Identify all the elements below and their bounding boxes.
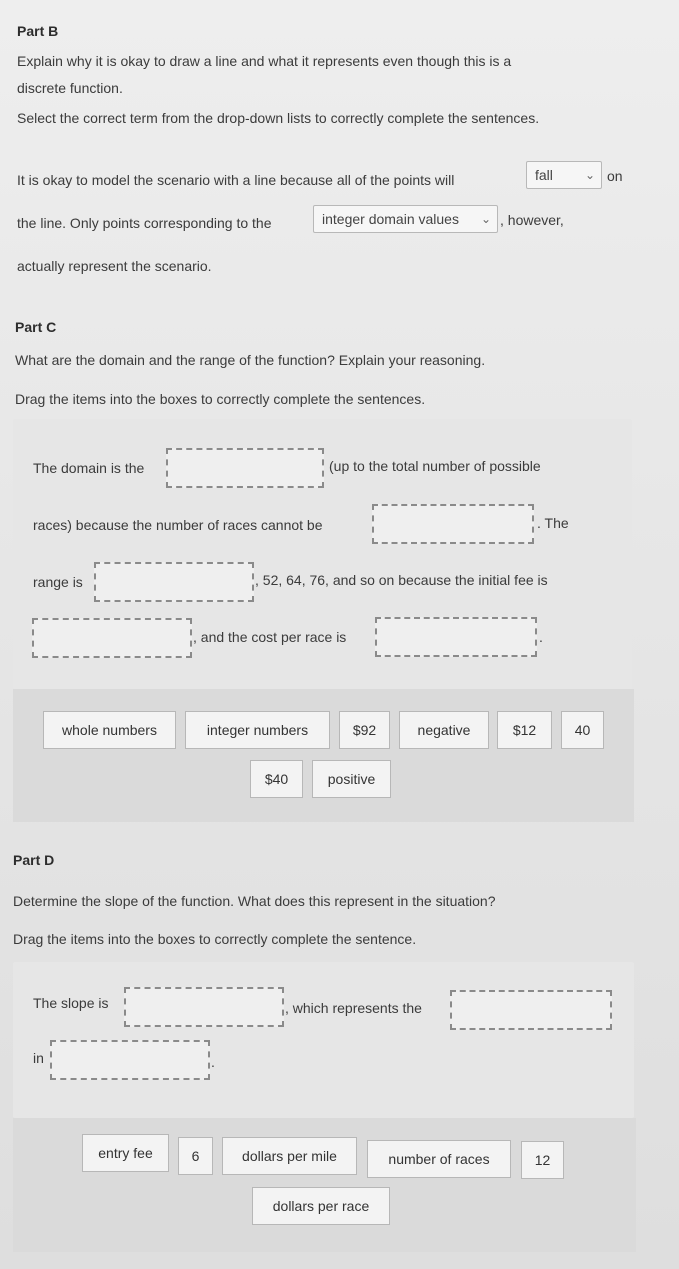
part-c-instruction: Drag the items into the boxes to correctly complete the sentences.	[15, 391, 426, 407]
domain-drop-box[interactable]	[166, 448, 324, 488]
drag-item-dollars-per-mile[interactable]: dollars per mile	[222, 1137, 357, 1175]
part-d-line1-end: , which represents the	[285, 1000, 422, 1016]
chevron-down-icon: ⌄	[480, 212, 491, 226]
part-d-line2-text: in	[33, 1050, 44, 1066]
part-c-line4-text: , and the cost per race is	[193, 629, 347, 645]
part-c-heading: Part C	[15, 319, 57, 335]
part-c-item-bank	[13, 689, 634, 822]
part-d-heading: Part D	[13, 852, 55, 868]
in-drop-box[interactable]	[50, 1040, 210, 1080]
part-b-sentence3-text: actually represent the scenario.	[17, 258, 212, 274]
part-b-sentence2-text: the line. Only points corresponding to the	[17, 215, 272, 231]
initial-fee-drop-box[interactable]	[32, 618, 192, 658]
drag-item-entry-fee[interactable]: entry fee	[82, 1134, 169, 1172]
slope-drop-box[interactable]	[124, 987, 284, 1027]
part-c-line2-end: . The	[537, 515, 569, 531]
domain-values-dropdown[interactable]	[313, 205, 498, 233]
part-b-sentence1-text: It is okay to model the scenario with a line because all of the points will	[17, 172, 455, 188]
drag-item-positive[interactable]: positive	[312, 760, 391, 798]
fall-dropdown[interactable]	[526, 161, 602, 189]
part-d-instruction: Drag the items into the boxes to correctly complete the sentence.	[13, 931, 417, 947]
part-b-instruction: Select the correct term from the drop-down lists to correctly complete the sentences.	[17, 110, 540, 126]
drag-item-92[interactable]: $92	[339, 711, 390, 749]
part-b-heading: Part B	[17, 23, 59, 39]
part-c-line2-text: races) because the number of races cannot be	[33, 517, 323, 533]
part-c-line4-end: .	[539, 629, 543, 645]
drag-item-dollars-per-race[interactable]: dollars per race	[252, 1187, 390, 1225]
drag-item-40[interactable]: 40	[561, 711, 604, 749]
drag-item-number-of-races[interactable]: number of races	[367, 1140, 511, 1178]
drag-item-whole-numbers[interactable]: whole numbers	[43, 711, 176, 749]
part-b-prompt-line1: Explain why it is okay to draw a line and what it represents even though this is a	[17, 53, 512, 69]
part-c-line1-text: The domain is the	[33, 460, 145, 476]
cost-per-race-drop-box[interactable]	[375, 617, 537, 657]
part-d-line1-text: The slope is	[33, 995, 109, 1011]
part-c-line1-end: (up to the total number of possible	[329, 458, 541, 474]
drag-item-6[interactable]: 6	[178, 1137, 213, 1175]
drag-item-integer-numbers[interactable]: integer numbers	[185, 711, 330, 749]
part-b-sentence1-end: on	[607, 168, 623, 184]
range-drop-box[interactable]	[94, 562, 254, 602]
represents-drop-box[interactable]	[450, 990, 612, 1030]
part-b-sentence2-end: , however,	[500, 212, 564, 228]
part-d-question: Determine the slope of the function. What does this represent in the situation?	[13, 893, 496, 909]
chevron-down-icon: ⌄	[584, 168, 595, 182]
part-d-line2-end: .	[211, 1054, 215, 1070]
cannot-be-drop-box[interactable]	[372, 504, 534, 544]
drag-item-12-dollars[interactable]: $12	[497, 711, 552, 749]
drag-item-40-dollars[interactable]: $40	[250, 760, 303, 798]
part-c-question: What are the domain and the range of the function? Explain your reasoning.	[15, 352, 486, 368]
drag-item-negative[interactable]: negative	[399, 711, 489, 749]
domain-values-dropdown-value: integer domain values	[322, 211, 459, 227]
part-c-line3-end: , 52, 64, 76, and so on because the initial fee is	[255, 572, 548, 588]
fall-dropdown-value: fall	[535, 167, 553, 183]
part-b-prompt-line2: discrete function.	[17, 80, 123, 96]
drag-item-12[interactable]: 12	[521, 1141, 564, 1179]
part-c-line3-text: range is	[33, 574, 83, 590]
